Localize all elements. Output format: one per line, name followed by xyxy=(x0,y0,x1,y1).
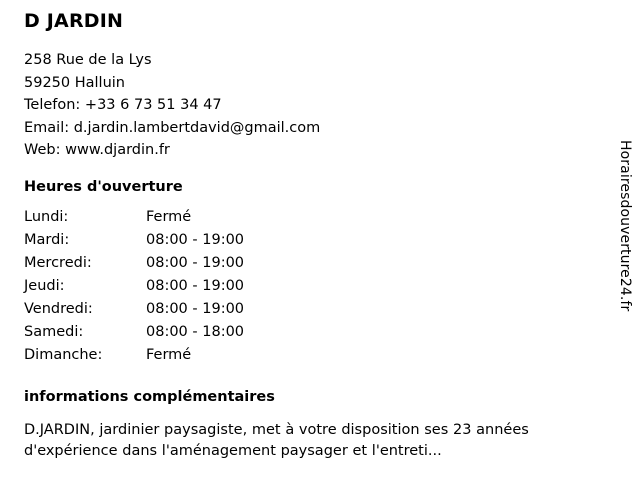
hours-day: Mercredi: xyxy=(24,254,92,271)
hours-value: Fermé xyxy=(146,346,192,363)
phone-line: Telefon: +33 6 73 51 34 47 xyxy=(24,97,222,113)
additional-info-heading: informations complémentaires xyxy=(24,388,275,405)
table-row xyxy=(24,324,244,347)
email-line: Email: d.jardin.lambertdavid@gmail.com xyxy=(24,119,321,136)
table-row xyxy=(24,232,244,255)
hours-day: Dimanche: xyxy=(24,346,103,363)
hours-day: Jeudi: xyxy=(24,277,65,294)
opening-hours-table xyxy=(24,209,244,370)
table-row xyxy=(24,209,244,232)
site-watermark: Horairesdouverture24.fr xyxy=(617,140,633,312)
hours-day: Mardi: xyxy=(24,231,70,248)
website-line: Web: www.djardin.fr xyxy=(24,142,170,158)
address-line-2: 59250 Halluin xyxy=(24,74,125,91)
table-row xyxy=(24,301,244,324)
additional-info-text: D.JARDIN, jardinier paysagiste, met à votre disposition ses 23 années d'expérience dans l'aménagement paysager et l'entreti... xyxy=(24,421,529,459)
address-line-1: 258 Rue de la Lys xyxy=(24,52,152,68)
hours-value: 08:00 - 19:00 xyxy=(146,300,245,317)
table-row xyxy=(24,255,244,278)
opening-hours-heading: Heures d'ouverture xyxy=(24,178,183,195)
hours-day: Samedi: xyxy=(24,323,84,340)
hours-value: 08:00 - 18:00 xyxy=(146,323,245,340)
hours-value: Fermé xyxy=(146,208,192,225)
hours-value: 08:00 - 19:00 xyxy=(146,254,245,271)
hours-value: 08:00 - 19:00 xyxy=(146,231,245,248)
hours-day: Vendredi: xyxy=(24,300,93,317)
page-title: D JARDIN xyxy=(24,10,124,32)
contact-block xyxy=(24,49,610,162)
hours-value: 08:00 - 19:00 xyxy=(146,277,245,294)
table-row xyxy=(24,278,244,301)
business-card xyxy=(24,10,610,462)
hours-day: Lundi: xyxy=(24,208,69,225)
table-row xyxy=(24,347,244,370)
